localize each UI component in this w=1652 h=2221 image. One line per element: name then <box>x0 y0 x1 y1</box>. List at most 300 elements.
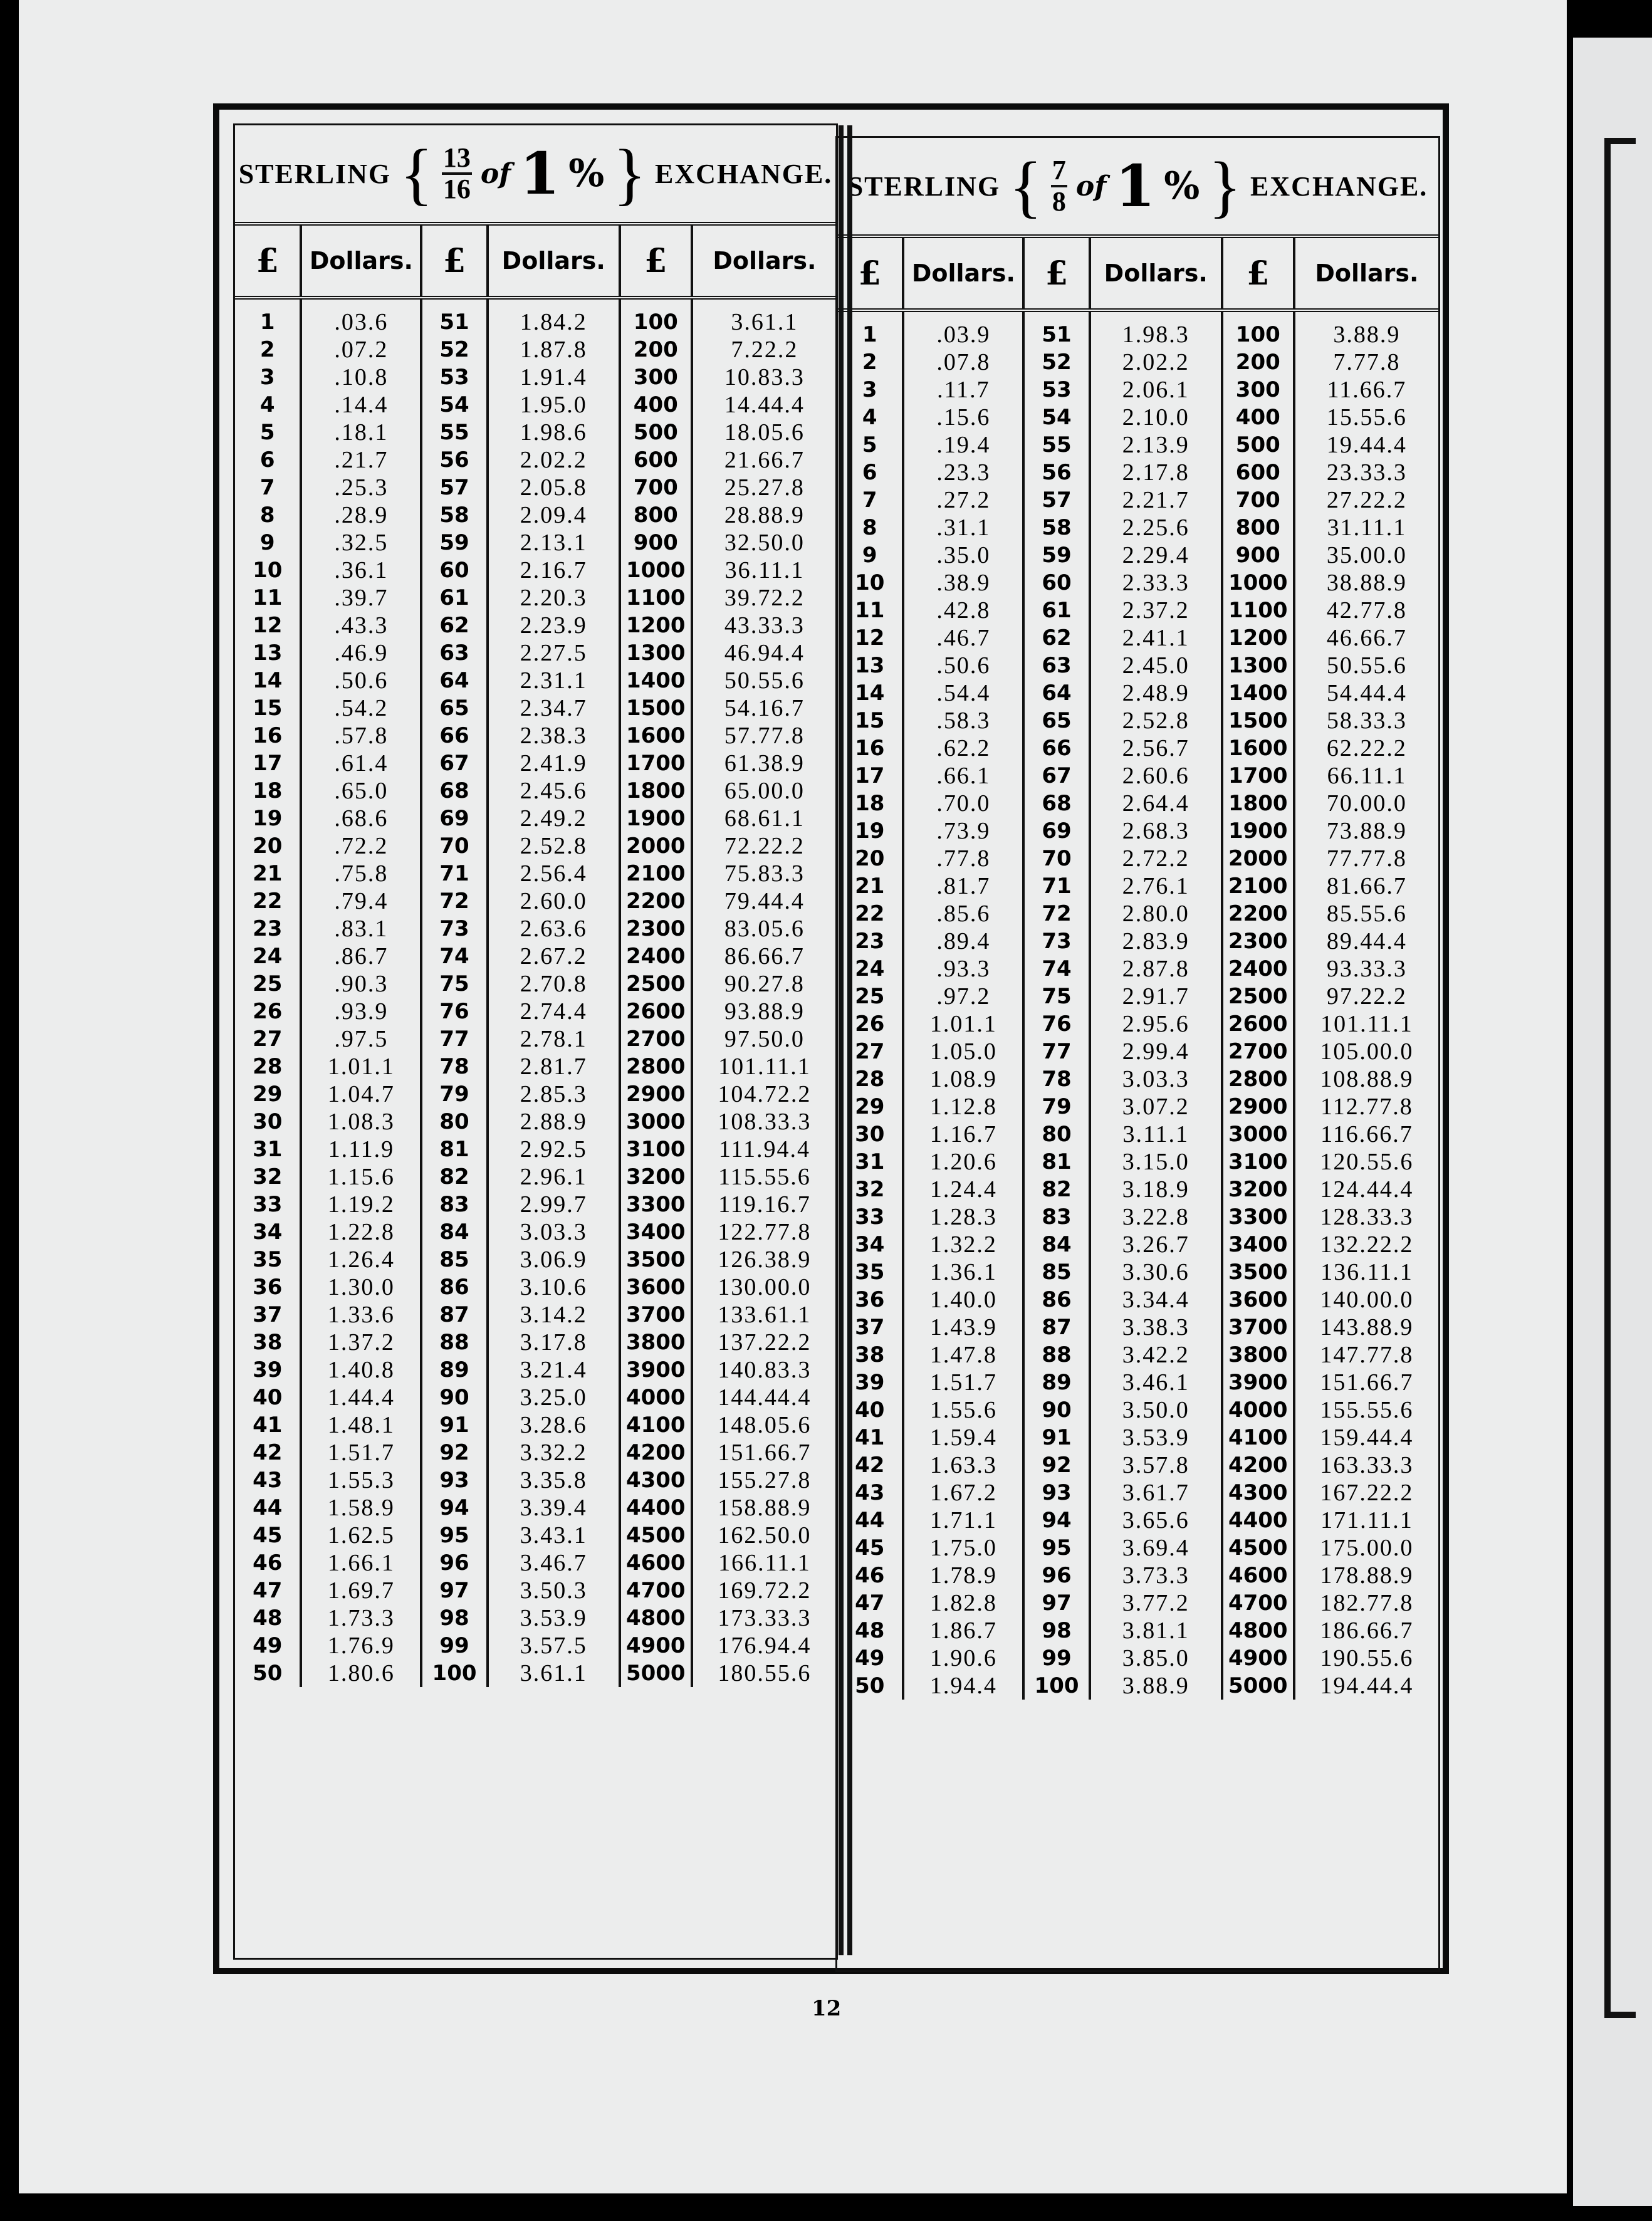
pound-amount: 68 <box>421 777 487 805</box>
dollar-amount: 3.61.1 <box>731 309 798 335</box>
pound-amount: 2900 <box>620 1080 692 1108</box>
pound-amount: 67 <box>421 750 487 777</box>
dollar-amount: 1.11.9 <box>301 1136 421 1163</box>
pound-amount: 39 <box>235 1356 301 1384</box>
table-row <box>837 1644 1438 1672</box>
table-row <box>235 1384 836 1411</box>
pound-amount: 64 <box>1023 679 1089 707</box>
dollar-amount: 3.77.2 <box>1090 1589 1222 1617</box>
pound-amount: 91 <box>421 1411 487 1439</box>
pound-amount: 6 <box>837 459 903 486</box>
table-row <box>837 1286 1438 1314</box>
dollar-amount: 32.50.0 <box>724 530 805 556</box>
dollar-amount: .28.9 <box>301 501 421 529</box>
dollar-amount: 83.05.6 <box>724 916 805 942</box>
dollar-amount: 124.44.4 <box>1320 1176 1414 1203</box>
dollar-amount: 2.34.7 <box>488 694 620 722</box>
dollar-amount: 1.51.7 <box>903 1369 1023 1396</box>
pound-amount: 37 <box>235 1301 301 1329</box>
dollar-amount: 50.55.6 <box>1326 652 1407 679</box>
pound-amount: 900 <box>1222 541 1294 569</box>
pound-amount: 46 <box>235 1549 301 1577</box>
pound-amount: 43 <box>837 1479 903 1507</box>
right-brace: } <box>613 135 647 212</box>
dollar-amount: 166.11.1 <box>718 1550 811 1576</box>
pound-amount: 33 <box>235 1191 301 1218</box>
table-row <box>837 955 1438 983</box>
table-row <box>235 1053 836 1080</box>
dollar-amount: .46.9 <box>301 639 421 667</box>
pound-amount: 14 <box>235 667 301 694</box>
table-row <box>235 1218 836 1246</box>
pound-amount: 400 <box>620 391 692 419</box>
table-row <box>235 860 836 887</box>
pound-amount: 97 <box>1023 1589 1089 1617</box>
dollar-amount: 2.10.0 <box>1090 404 1222 431</box>
table-row <box>235 1494 836 1522</box>
pound-amount: 81 <box>421 1136 487 1163</box>
pound-amount: 49 <box>235 1632 301 1659</box>
pound-amount: 800 <box>620 501 692 529</box>
pound-amount: 28 <box>235 1053 301 1080</box>
dollar-amount: .77.8 <box>903 845 1023 872</box>
pound-amount: 3400 <box>620 1218 692 1246</box>
pound-amount: 89 <box>421 1356 487 1384</box>
pound-amount: 12 <box>837 624 903 652</box>
pound-amount: 52 <box>421 336 487 363</box>
pound-amount: 4300 <box>1222 1479 1294 1507</box>
dollar-amount: 3.50.3 <box>488 1577 620 1604</box>
pound-amount: 3 <box>235 363 301 391</box>
pound-amount: 42 <box>235 1439 301 1466</box>
pound-amount: 37 <box>837 1314 903 1341</box>
dollar-amount: 3.10.6 <box>488 1273 620 1301</box>
dollar-amount: 58.33.3 <box>1326 708 1407 734</box>
dollar-amount: 2.31.1 <box>488 667 620 694</box>
pound-amount: 68 <box>1023 790 1089 817</box>
dollar-amount: 2.17.8 <box>1090 459 1222 486</box>
dollar-amount: .73.9 <box>903 817 1023 845</box>
table-row <box>837 1562 1438 1589</box>
pound-amount: 8 <box>837 514 903 541</box>
pound-amount: 1000 <box>620 557 692 584</box>
dollar-amount: 2.49.2 <box>488 805 620 832</box>
pound-amount: 4100 <box>620 1411 692 1439</box>
pound-amount: 1700 <box>1222 762 1294 790</box>
table-row <box>235 998 836 1025</box>
table-row <box>235 1604 836 1632</box>
dollar-amount: .66.1 <box>903 762 1023 790</box>
dollar-amount: 2.13.9 <box>1090 431 1222 459</box>
dollar-amount: 1.30.0 <box>301 1273 421 1301</box>
table-row <box>837 900 1438 928</box>
pound-header: £ <box>1222 238 1294 310</box>
pound-amount: 81 <box>1023 1148 1089 1176</box>
dollar-amount: 1.63.3 <box>903 1451 1023 1479</box>
pound-amount: 96 <box>1023 1562 1089 1589</box>
pound-amount: 1400 <box>620 667 692 694</box>
dollar-amount: .07.8 <box>903 348 1023 376</box>
dollar-amount: 38.88.9 <box>1326 570 1407 596</box>
dollar-amount: 1.87.8 <box>488 336 620 363</box>
table-row <box>837 1341 1438 1369</box>
table-row <box>837 790 1438 817</box>
dollar-amount: 2.72.2 <box>1090 845 1222 872</box>
dollar-amount: 1.05.0 <box>903 1038 1023 1065</box>
pound-amount: 73 <box>1023 928 1089 955</box>
table-row <box>235 446 836 474</box>
dollar-amount: 70.00.0 <box>1326 790 1407 817</box>
dollar-amount: 3.50.0 <box>1090 1396 1222 1424</box>
pound-amount: 87 <box>1023 1314 1089 1341</box>
dollar-amount: 162.50.0 <box>718 1522 812 1549</box>
table-row <box>837 652 1438 679</box>
pound-amount: 45 <box>837 1534 903 1562</box>
pound-amount: 4600 <box>1222 1562 1294 1589</box>
dollar-amount: 1.47.8 <box>903 1341 1023 1369</box>
dollar-amount: 1.86.7 <box>903 1617 1023 1644</box>
dollar-amount: 2.48.9 <box>1090 679 1222 707</box>
dollar-amount: 151.66.7 <box>718 1440 812 1466</box>
pound-amount: 83 <box>1023 1203 1089 1231</box>
pound-amount: 900 <box>620 529 692 557</box>
dollar-amount: 3.88.9 <box>1090 1672 1222 1700</box>
dollar-amount: 2.05.8 <box>488 474 620 501</box>
pound-amount: 1200 <box>620 612 692 639</box>
pound-amount: 17 <box>837 762 903 790</box>
table-row <box>235 694 836 722</box>
dollar-amount: .32.5 <box>301 529 421 557</box>
dollar-amount: 89.44.4 <box>1326 928 1407 954</box>
dollar-amount: .58.3 <box>903 707 1023 734</box>
dollar-amount: 147.77.8 <box>1320 1342 1414 1368</box>
table-row <box>837 1396 1438 1424</box>
table-row <box>837 1314 1438 1341</box>
dollar-amount: .43.3 <box>301 612 421 639</box>
pound-amount: 1900 <box>1222 817 1294 845</box>
table-row <box>235 612 836 639</box>
dollar-amount: 35.00.0 <box>1326 542 1407 568</box>
dollar-amount: 1.15.6 <box>301 1163 421 1191</box>
dollar-amount: 68.61.1 <box>724 805 805 832</box>
column-header-row <box>837 238 1438 310</box>
dollar-amount: 1.67.2 <box>903 1479 1023 1507</box>
dollar-amount: 1.08.3 <box>301 1108 421 1136</box>
dollar-amount: 104.72.2 <box>718 1081 812 1107</box>
table-row <box>235 805 836 832</box>
dollar-amount: 108.88.9 <box>1320 1066 1414 1092</box>
pound-amount: 50 <box>235 1659 301 1687</box>
pound-amount: 91 <box>1023 1424 1089 1451</box>
pound-amount: 2800 <box>620 1053 692 1080</box>
pound-amount: 2900 <box>1222 1093 1294 1121</box>
dollar-amount: .07.2 <box>301 336 421 363</box>
dollar-amount: 1.32.2 <box>903 1231 1023 1258</box>
pound-amount: 4800 <box>1222 1617 1294 1644</box>
pound-amount: 4400 <box>1222 1507 1294 1534</box>
pound-amount: 58 <box>1023 514 1089 541</box>
pound-amount: 3200 <box>1222 1176 1294 1203</box>
pound-amount: 86 <box>1023 1286 1089 1314</box>
dollar-amount: 1.28.3 <box>903 1203 1023 1231</box>
pound-amount: 88 <box>1023 1341 1089 1369</box>
table-row <box>837 1424 1438 1451</box>
dollar-amount: 2.29.4 <box>1090 541 1222 569</box>
pound-amount: 3 <box>837 376 903 404</box>
table-row <box>837 1507 1438 1534</box>
table-row <box>837 1258 1438 1286</box>
dollar-amount: 85.55.6 <box>1326 901 1407 927</box>
dollar-amount: 1.58.9 <box>301 1494 421 1522</box>
dollar-amount: 2.76.1 <box>1090 872 1222 900</box>
dollar-amount: .62.2 <box>903 734 1023 762</box>
table-row <box>235 1549 836 1577</box>
dollar-amount: 39.72.2 <box>724 585 805 611</box>
table-row <box>235 887 836 915</box>
dollar-amount: 2.02.2 <box>1090 348 1222 376</box>
dollar-amount: 3.30.6 <box>1090 1258 1222 1286</box>
dollar-amount: 178.88.9 <box>1320 1562 1414 1589</box>
dollar-amount: 3.03.3 <box>488 1218 620 1246</box>
dollar-amount: 163.33.3 <box>1320 1452 1414 1478</box>
dollar-amount: 86.66.7 <box>724 943 805 969</box>
pound-amount: 92 <box>421 1439 487 1466</box>
dollar-amount: 18.05.6 <box>724 419 805 446</box>
pound-amount: 600 <box>1222 459 1294 486</box>
dollar-amount: 46.94.4 <box>724 640 805 666</box>
pound-amount: 15 <box>235 694 301 722</box>
pound-header: £ <box>421 226 487 298</box>
dollar-amount: 21.66.7 <box>724 447 805 473</box>
pound-amount: 2400 <box>620 943 692 970</box>
dollar-amount: 1.04.7 <box>301 1080 421 1108</box>
pound-amount: 49 <box>837 1644 903 1672</box>
dollar-amount: 2.68.3 <box>1090 817 1222 845</box>
dollar-amount: 2.96.1 <box>488 1163 620 1191</box>
pound-amount: 62 <box>1023 624 1089 652</box>
dollar-amount: 36.11.1 <box>724 557 805 583</box>
pound-amount: 100 <box>421 1659 487 1687</box>
pound-amount: 4100 <box>1222 1424 1294 1451</box>
pound-amount: 41 <box>235 1411 301 1439</box>
table-row <box>837 459 1438 486</box>
pound-amount: 400 <box>1222 404 1294 431</box>
dollar-amount: 1.71.1 <box>903 1507 1023 1534</box>
table-row <box>837 597 1438 624</box>
pound-amount: 40 <box>837 1396 903 1424</box>
pound-amount: 3400 <box>1222 1231 1294 1258</box>
dollar-amount: 1.62.5 <box>301 1522 421 1549</box>
dollar-amount: 1.75.0 <box>903 1534 1023 1562</box>
pound-amount: 21 <box>837 872 903 900</box>
pound-amount: 66 <box>1023 734 1089 762</box>
pound-amount: 3700 <box>620 1301 692 1329</box>
dollar-amount: 1.95.0 <box>488 391 620 419</box>
dollar-amount: 2.41.9 <box>488 750 620 777</box>
table-row <box>235 298 836 336</box>
dollar-amount: 120.55.6 <box>1320 1149 1414 1175</box>
pound-amount: 2600 <box>620 998 692 1025</box>
pound-amount: 3600 <box>620 1273 692 1301</box>
dollar-amount: 2.25.6 <box>1090 514 1222 541</box>
dollar-amount: 3.38.3 <box>1090 1314 1222 1341</box>
dollar-amount: 2.45.0 <box>1090 652 1222 679</box>
dollar-amount: 1.24.4 <box>903 1176 1023 1203</box>
sterling-label: STERLING <box>847 170 1001 202</box>
pound-amount: 59 <box>421 529 487 557</box>
sterling-label: STERLING <box>238 158 392 189</box>
pound-amount: 200 <box>620 336 692 363</box>
pound-amount: 100 <box>620 298 692 336</box>
dollar-amount: 72.22.2 <box>724 833 805 859</box>
pound-amount: 55 <box>421 419 487 446</box>
table-row <box>837 679 1438 707</box>
dollars-header: Dollars. <box>1090 238 1222 310</box>
dollar-amount: 2.95.6 <box>1090 1010 1222 1038</box>
table-row <box>235 1191 836 1218</box>
pound-amount: 63 <box>421 639 487 667</box>
pound-amount: 88 <box>421 1329 487 1356</box>
pound-amount: 31 <box>235 1136 301 1163</box>
pound-amount: 47 <box>235 1577 301 1604</box>
exchange-label: EXCHANGE. <box>655 158 833 189</box>
rate-fraction <box>1051 156 1067 216</box>
pound-amount: 14 <box>837 679 903 707</box>
dollar-amount: 11.66.7 <box>1327 377 1407 403</box>
dollar-amount: 7.22.2 <box>731 337 798 363</box>
pound-amount: 23 <box>235 915 301 943</box>
dollar-amount: .93.9 <box>301 998 421 1025</box>
dollar-amount: .72.2 <box>301 832 421 860</box>
pound-amount: 16 <box>235 722 301 750</box>
pound-amount: 71 <box>1023 872 1089 900</box>
dollar-amount: 1.98.6 <box>488 419 620 446</box>
rate-denominator: 16 <box>442 174 471 204</box>
dollar-amount: 10.83.3 <box>724 364 805 390</box>
pound-amount: 19 <box>837 817 903 845</box>
pound-amount: 800 <box>1222 514 1294 541</box>
rate-one: 1 <box>1115 152 1156 220</box>
pound-amount: 5000 <box>1222 1672 1294 1700</box>
dollar-amount: 93.88.9 <box>724 998 805 1025</box>
dollar-amount: .79.4 <box>301 887 421 915</box>
dollar-amount: 3.85.0 <box>1090 1644 1222 1672</box>
pound-amount: 54 <box>1023 404 1089 431</box>
pound-amount: 47 <box>837 1589 903 1617</box>
dollar-amount: 2.37.2 <box>1090 597 1222 624</box>
pound-amount: 58 <box>421 501 487 529</box>
pound-amount: 11 <box>235 584 301 612</box>
pound-amount: 2700 <box>1222 1038 1294 1065</box>
pound-amount: 18 <box>837 790 903 817</box>
dollar-amount: .14.4 <box>301 391 421 419</box>
pound-amount: 4200 <box>1222 1451 1294 1479</box>
table-row <box>837 1093 1438 1121</box>
pound-amount: 15 <box>837 707 903 734</box>
dollar-amount: 175.00.0 <box>1320 1535 1414 1561</box>
pound-amount: 2200 <box>1222 900 1294 928</box>
dollar-amount: 77.77.8 <box>1326 845 1407 872</box>
pound-amount: 48 <box>837 1617 903 1644</box>
pound-amount: 72 <box>421 887 487 915</box>
left-brace: { <box>1009 148 1042 224</box>
table-row <box>235 943 836 970</box>
pound-amount: 95 <box>421 1522 487 1549</box>
pound-amount: 2300 <box>1222 928 1294 955</box>
dollar-amount: 3.18.9 <box>1090 1176 1222 1203</box>
dollar-amount: 61.38.9 <box>724 750 805 776</box>
pound-amount: 26 <box>235 998 301 1025</box>
pound-amount: 92 <box>1023 1451 1089 1479</box>
table-row <box>235 529 836 557</box>
dollars-header: Dollars. <box>488 226 620 298</box>
dollar-amount: 1.55.3 <box>301 1466 421 1494</box>
dollar-amount: 144.44.4 <box>718 1384 812 1411</box>
pound-amount: 38 <box>837 1341 903 1369</box>
dollar-amount: 159.44.4 <box>1320 1424 1414 1451</box>
dollar-amount: 7.77.8 <box>1333 349 1401 375</box>
pound-amount: 44 <box>235 1494 301 1522</box>
dollar-amount: 3.53.9 <box>488 1604 620 1632</box>
rate-numerator: 7 <box>1051 156 1067 187</box>
dollar-amount: 2.02.2 <box>488 446 620 474</box>
pound-amount: 300 <box>620 363 692 391</box>
dollar-amount: 105.00.0 <box>1320 1038 1414 1065</box>
table-row <box>235 915 836 943</box>
table-row <box>837 1148 1438 1176</box>
pound-amount: 63 <box>1023 652 1089 679</box>
pound-amount: 77 <box>421 1025 487 1053</box>
dollar-amount: 81.66.7 <box>1326 873 1407 899</box>
dollar-amount: 2.78.1 <box>488 1025 620 1053</box>
dollar-amount: .35.0 <box>903 541 1023 569</box>
dollar-amount: 75.83.3 <box>724 860 805 887</box>
dollars-header: Dollars. <box>1294 238 1438 310</box>
table-row <box>235 474 836 501</box>
dollar-amount: 108.33.3 <box>718 1109 812 1135</box>
table-row <box>837 1589 1438 1617</box>
dollar-amount: 186.66.7 <box>1320 1617 1414 1644</box>
table-row <box>235 1411 836 1439</box>
dollar-amount: 97.50.0 <box>724 1026 805 1052</box>
pound-amount: 3000 <box>1222 1121 1294 1148</box>
dollar-amount: 190.55.6 <box>1320 1645 1414 1671</box>
pound-amount: 74 <box>1023 955 1089 983</box>
table-row <box>837 569 1438 597</box>
pound-header: £ <box>235 226 301 298</box>
dollar-amount: 2.27.5 <box>488 639 620 667</box>
dollar-amount: 3.14.2 <box>488 1301 620 1329</box>
pound-amount: 69 <box>421 805 487 832</box>
pound-amount: 24 <box>837 955 903 983</box>
pound-amount: 19 <box>235 805 301 832</box>
pound-amount: 4500 <box>620 1522 692 1549</box>
dollar-amount: .85.6 <box>903 900 1023 928</box>
pound-amount: 24 <box>235 943 301 970</box>
pound-amount: 3100 <box>1222 1148 1294 1176</box>
dollar-amount: 2.41.1 <box>1090 624 1222 652</box>
pound-amount: 1 <box>235 298 301 336</box>
table-row <box>837 1672 1438 1700</box>
pound-amount: 57 <box>421 474 487 501</box>
dollar-amount: .03.9 <box>903 310 1023 348</box>
dollar-amount: 128.33.3 <box>1320 1204 1414 1230</box>
pound-amount: 67 <box>1023 762 1089 790</box>
pound-amount: 59 <box>1023 541 1089 569</box>
dollar-amount: 2.20.3 <box>488 584 620 612</box>
pound-amount: 2000 <box>620 832 692 860</box>
pound-amount: 94 <box>1023 1507 1089 1534</box>
